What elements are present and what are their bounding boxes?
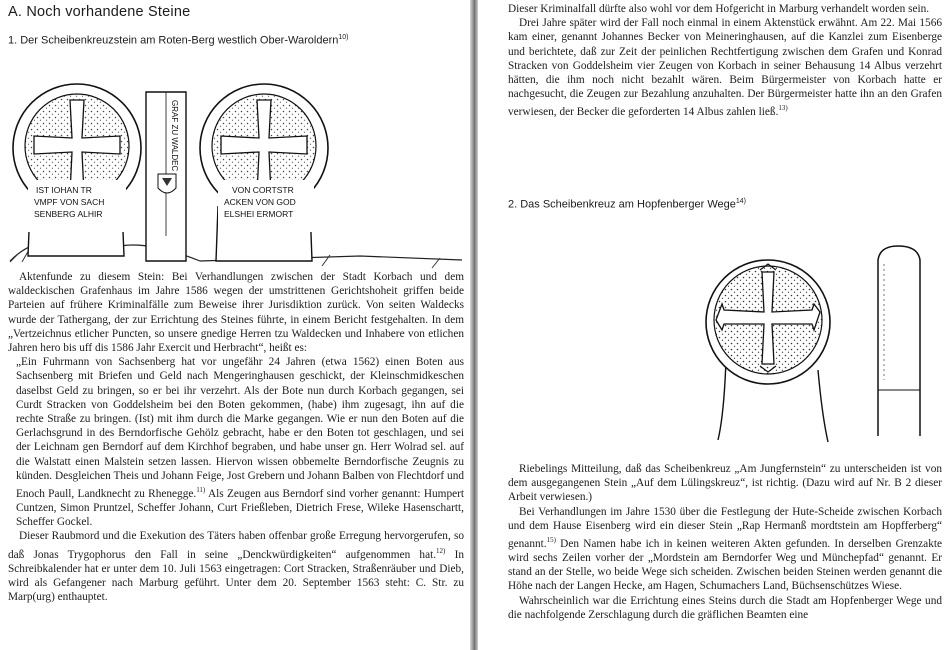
right-page	[478, 0, 948, 650]
quote-paragraph: „Ein Fuhrmann von Sachsenberg hat vor ungefähr 24 Jahren (etwa 1562) einen Boten aus Sachsenberg mit Briefen und Geld nach Mengeringhausen geschickt, der Kleinschmidkeschen daselbst Geld zu bringen, so er bei ihr verzehrt. Als der Bote nun durch Korbach gegangen, sei Curdt Stracken von Goddelsheim bei den Boten gekommen, (habe) ihm zugesagt, ihn auf die rechte Straße zu bringen. (Ist) mit ihm durch die Marke gegangen. Wie er nun den Boten auf die Gerlachsgrund in des Berndorfische Gehölz gebracht, habe er den Boten tot geschlagen, und sei der Leichnam gen Berndorf auf dem Kirchhof begraben, und habe unser gn. Herr Wolrad sel. auf die Walstatt einen Malstein setzen lassen. Hiervon wissen obbemelte Berndorfische Zeugnis zu künden. Desgleichen Theis und Johann Feige, Jost Grebern und Johann Balben von Flechtdorf und Enoch Paull, Landknecht zu Rhenegge.$^{11)}$ Als Zeugen aus Berndorf sind vorher genannt: Humpert Cuntzen, Simon Pruntzel, Scheffer Johann, Curt Frießleben, Dietrich Frese, Wileke Hasenschartt, Scheffer Gockel.	[16, 356, 465, 529]
right-body-text-bottom	[508, 462, 942, 622]
front-disc-stone	[706, 260, 830, 442]
right-stone-line-1: VON CORTSTR	[232, 185, 294, 195]
paragraph: Drei Jahre später wird der Fall noch einmal in einem Aktenstück erwähnt. Am 22. Mai 1566 kam einer, genannt Johannes Becker von Meineringhausen, auf die Kanzlei zum Eisenberge und berichtete, daß zur Zeit der peinlichen Rechtfertigung zwischen dem Grafen und Konrad Stracken von Goddelsheim vier Zeugen von Korbach in seiner Behausung 14 Albus verzehrt hätten, die ihm noch nicht bezahlt wären. Beim Bürgermeister von Korbach hatte er nachgesucht, die Zeugen zur Bezahlung anzuhalten. Der Bürgermeister hatte ihn an den Grafen verwiesen, der Becker die geforderten 14 Albus zahlen ließ.$^{13)}$	[508, 17, 942, 119]
right-body-text-top	[508, 2, 942, 119]
left-stone-line-1: IST IOHAN TR	[36, 185, 92, 195]
paragraph: Bei Verhandlungen im Jahre 1530 über die Festlegung der Hute-Scheide zwischen Korbach und dem Hause Eisenberg wird ein dieser Stein „Rap Hermanß mordtstein am Hopfferberg“ genannt.$^{15)}$ Den Namen habe ich in keinen weiteren Akten gefunden. In derselben Grenzakte wird sechs Zeilen vorher der „Mordstein am Berndorfer Weg und Münchepfad“ genannt. Er stand an der Stelle, wo beide Wege sich scheiden. Zwischen beiden Steinen werden genannt die Höhe nach der Langen Hecke, am Hagen, Schumachers Land, Büchsenschützes Wiese.	[508, 505, 942, 593]
left-page	[0, 0, 470, 650]
left-stone-line-3: SENBERG ALHIR	[34, 209, 103, 219]
paragraph: Dieser Raubmord und die Exekution des Täters haben offenbar große Erregung hervorgerufen, so daß Jonas Trygophorus den Fall in seine „Denckwürdigkeiten“ aufgenommen hat.$^{12)}$ In Schreibkalender hat er unter dem 10. Juli 1563 eingetragen: Cort Stracken, Straßenräuber und Dieb, wird als Gefangener nach Marburg geführt. Unter dem 20. September 1563 steht: C. Str. zu Marp(urg) enthauptet.	[8, 530, 464, 603]
side-view-stone	[878, 246, 920, 436]
subheading-roten-berg: 1. Der Scheibenkreuzstein am Roten-Berg westlich Ober-Waroldern$^{10)}$	[8, 34, 349, 47]
left-body-text	[8, 270, 464, 604]
subheading-hopfenberger: 2. Das Scheibenkreuz am Hopfenberger Wege$^{14)}$	[508, 198, 746, 211]
page-gutter	[470, 0, 478, 650]
right-disc-stone	[200, 84, 328, 261]
left-disc-stone	[13, 84, 141, 256]
paragraph: Dieser Kriminalfall dürfte also wohl vor dem Hofgericht in Marburg verhandelt worden sein.	[508, 3, 930, 15]
disc-cross-illustration	[478, 240, 948, 450]
side-stone	[146, 92, 186, 261]
paragraph: Wahrscheinlich war die Errichtung eines Steins durch die Stadt am Hopfenberger Wege und die nachfolgende Zerschlagung durch die gräflichen Beamten eine	[508, 594, 942, 621]
paragraph: Aktenfunde zu diesem Stein: Bei Verhandlungen zwischen der Stadt Korbach und dem waldeckischen Grafenhaus im Jahre 1586 wegen der umstrittenen Gerichtshoheit griffen beide Parteien auf frühere Kriminalfälle zum Beweise ihrer Jurisdiktion zurück. Von seiten Waldecks wurde der Tathergang, der zur Errichtung des Steines führte, in einem Bericht festgehalten. In dem „Vertzeichnus etlicher Puncten, so unsere gnedige Herren tzu Waldecken und Inhabere von etlichen Jahren hero bis uff dis 1586 Jahr Exercit und Herbracht“, heißt es:	[8, 271, 464, 355]
side-stone-inscription: GRAF ZU WALDEC	[170, 100, 179, 172]
paragraph: Riebelings Mitteilung, daß das Scheibenkreuz „Am Jungfernstein“ zu unterscheiden ist von dem ausgegangenen Stein „Auf dem Lülingskreuz“, ist richtig. (Dazu wird auf Nr. B 2 dieser Arbeit verwiesen.)	[508, 463, 942, 504]
section-heading: A. Noch vorhandene Steine	[8, 4, 191, 20]
right-stone-line-2: ACKEN VON GOD	[224, 197, 296, 207]
left-stone-line-2: VMPF VON SACH	[34, 197, 105, 207]
right-stone-line-3: ELSHEI ERMORT	[224, 209, 294, 219]
